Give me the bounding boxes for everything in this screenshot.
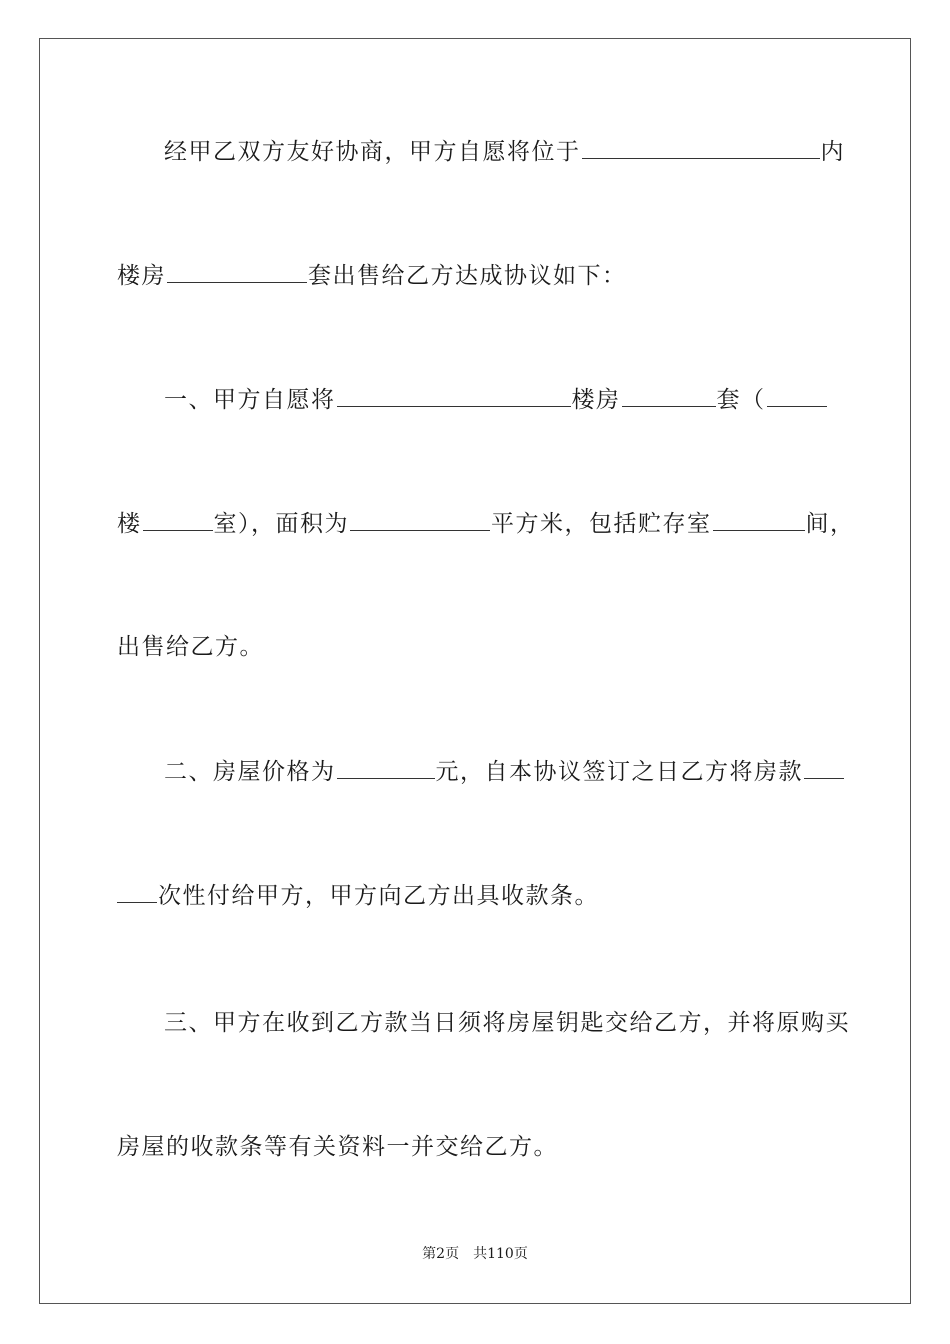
total-pages: 共110页 <box>473 1246 528 1262</box>
text: 二、房屋价格为 <box>164 759 336 785</box>
paragraph-3-line-1 <box>164 756 884 786</box>
text: 楼 <box>117 511 142 537</box>
text: 套（ <box>716 387 766 413</box>
page-footer <box>0 1244 950 1264</box>
page-border <box>39 38 911 1304</box>
blank-location <box>582 136 820 159</box>
page-number: 第2页 <box>422 1246 460 1262</box>
text: 房屋的收款条等有关资料一并交给乙方。 <box>117 1134 558 1160</box>
blank-payment-cont <box>117 880 157 903</box>
text: 室），面积为 <box>213 511 349 537</box>
text: 一、甲方自愿将 <box>164 387 336 413</box>
paragraph-4-line-2 <box>117 1132 837 1162</box>
blank-address <box>337 384 571 407</box>
paragraph-4-line-1 <box>164 1008 884 1038</box>
paragraph-2-line-3 <box>117 632 837 662</box>
blank-storage <box>713 508 805 531</box>
paragraph-2-line-2 <box>117 508 855 538</box>
paragraph-2-line-1 <box>164 384 884 414</box>
paragraph-1-line-1 <box>164 136 884 166</box>
text: 间， <box>805 511 855 537</box>
text: 经甲乙双方友好协商，甲方自愿将位于 <box>164 139 581 165</box>
text: 内 <box>820 139 845 165</box>
blank-price <box>337 756 435 779</box>
text: 套出售给乙方达成协议如下： <box>308 263 627 289</box>
text: 楼房 <box>117 263 166 289</box>
blank-payment <box>804 756 844 779</box>
paragraph-3-line-2 <box>117 880 837 910</box>
blank-area <box>350 508 490 531</box>
blank-building <box>767 384 827 407</box>
blank-house-count <box>622 384 716 407</box>
paragraph-1-line-2 <box>117 260 837 290</box>
text: 平方米，包括贮存室 <box>491 511 712 537</box>
text: 元，自本协议签订之日乙方将房款 <box>435 759 803 785</box>
text: 三、甲方在收到乙方款当日须将房屋钥匙交给乙方，并将原购买 <box>164 1010 850 1036</box>
text: 出售给乙方。 <box>117 634 264 660</box>
text: 楼房 <box>571 387 621 413</box>
text: 次性付给甲方，甲方向乙方出具收款条。 <box>158 883 599 909</box>
blank-room <box>143 508 213 531</box>
blank-house-count <box>167 260 307 283</box>
